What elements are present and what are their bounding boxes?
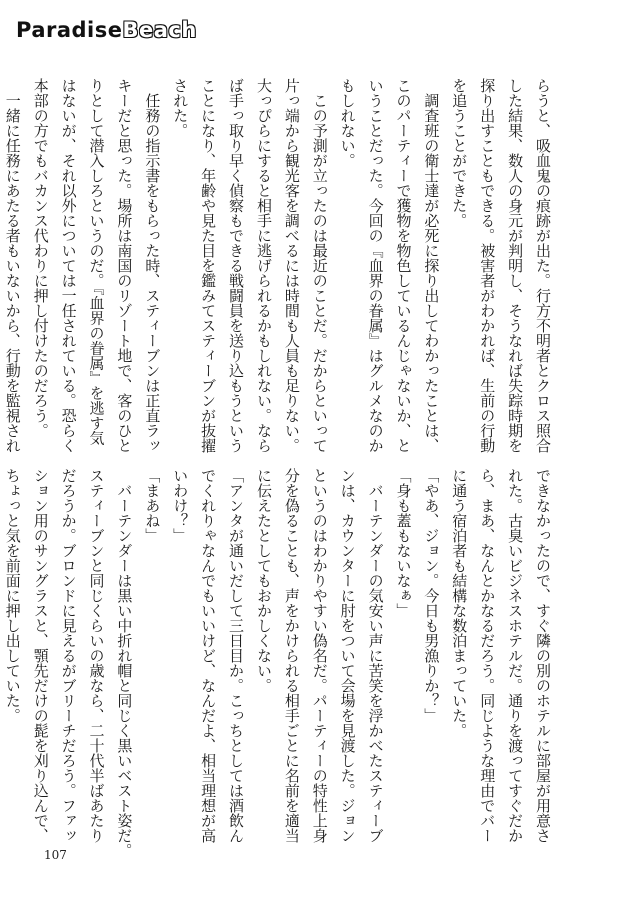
- body-text-bottom: できなかったので、すぐ隣の別のホテルに部屋が用意さ れた。古臭いビジネスホテルだ。通りを渡ってすぐだか ら、まあ、なんとかなるだろう。同じような理由でバー に通う宿泊者も結構な数泊まっていた。 「やあ、ジョン。今日も男漁りか？」 「身も蓋もないなぁ」 バーテンダーの気安い声に苦笑を浮かべたスティーブ ンは、カウンターに肘をついて会場を見渡した。ジョン というのはわかりやすい偽名だ。パーティーの特性上身 分を偽ることも、声をかけられる相手ごとに名前を適当 に伝えたとしてもおかしくない。 「アンタが通いだして三日目か。こっちとしては酒飲ん でくれりゃなんでもいいけど、なんだよ、相当理想が高 いわけ？」 「まあね」 バーテンダーは黒い中折れ帽と同じく黒いベスト姿だ。 スティーブンと同じくらいの歳なら、二十代半ばあたり だろうか。ブロンドに見えるがブリーチだろう。ファッ ション用のサングラスと、顎先だけの髭を刈り込んで、 ちょっと気を前面に押し出していた。: [3, 468, 552, 858]
- running-header-title: [16, 20, 197, 41]
- header-title-paradise: Paradise: [16, 18, 123, 42]
- body-text-top: らうと、吸血鬼の痕跡が出た。行方不明者とクロス照合 した結果、数人の身元が判明し、そうなれば失踪時期を 探り出すこともできる。被害者がわかれば、生前の行動 を追うことができた。 調査班の衛士達が必死に探り出してわかったことは、 このパーティーで獲物を物色しているんじゃないか、と いうことだった。今回の『血界の眷属』はグルメなのか もしれない。 この予測が立ったのは最近のことだ。だからといって 片っ端から観光客を調べるには時間も人員も足りない。 大っぴらにすると相手に逃げられるかもしれない。なら ば手っ取り早く偵察もできる戦闘員を送り込もうという ことになり、年齢や見た目を鑑みてスティーブンが抜擢 された。 任務の指示書をもらった時、スティーブンは正直ラッ キーだと思った。場所は南国のリゾート地で、客のひと りとして潜入しろというのだ。『血界の眷属』を逃す気 はないが、それ以外については一任されている。恐らく 本部の方でもバカンス代わりに押し付けたのだろう。 一緒に任務にあたる者もいないから、行動を監視され: [3, 78, 552, 453]
- page-number: 107: [44, 848, 67, 862]
- header-title-beach: Beach: [122, 18, 197, 42]
